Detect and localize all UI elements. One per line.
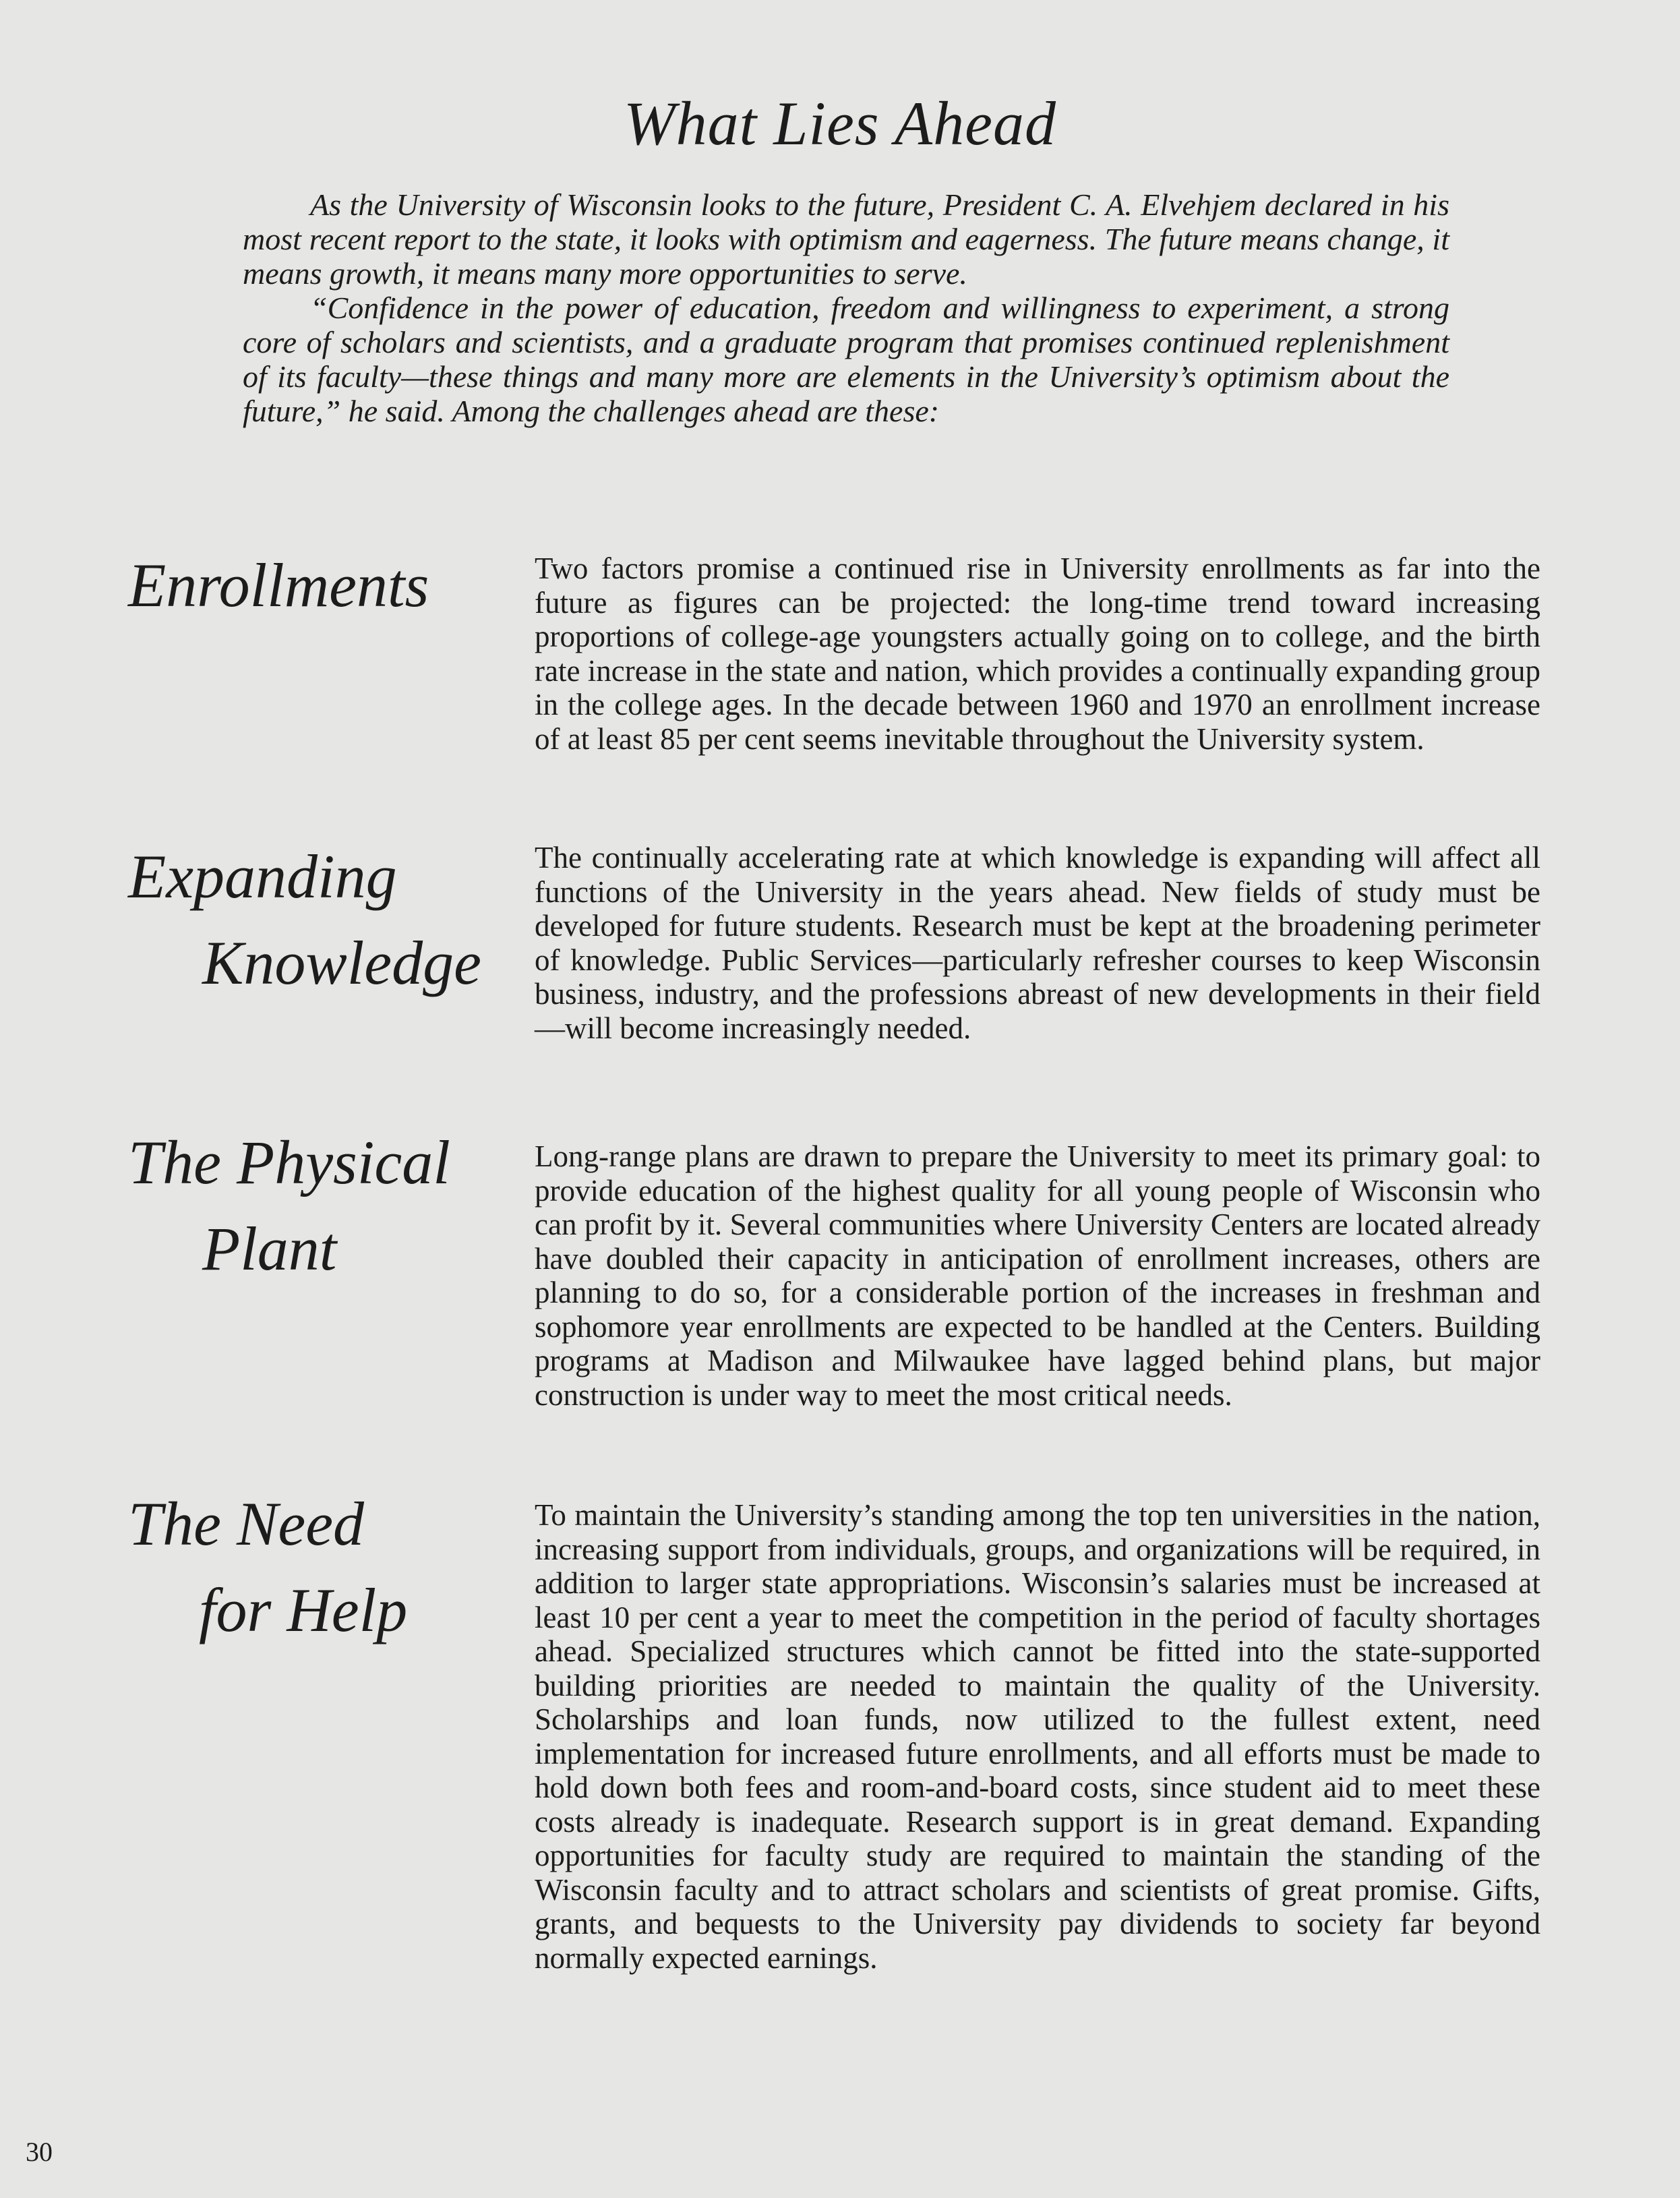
section-heading-line: Expanding xyxy=(128,842,397,911)
section-body-physical-plant: Long-range plans are drawn to prepare the University to meet its primary goal: to provide education of the highest quality for all young people of Wisconsin who can profit by it. Several communities where University Centers are located already have doubled their capacity in anticipation of enrollment increases, others are planning to do so, for a considerable portion of the increases in freshman and sophomore year enrollments are expected to be handled at the Centers. Building programs at Madison and Milwaukee have lagged behind plans, but major construction is under way to meet the most critical needs. xyxy=(535,1139,1540,1412)
section-body-enrollments: Two factors promise a continued rise in University enrollments as far into the future as figures can be projected: the long-time trend toward increasing proportions of college-age youngsters actually going on to college, and the birth rate increase in the state and nation, which provides a continually expanding group in the college ages. In the decade between 1960 and 1970 an enrollment increase of at least 85 per cent seems inevitable throughout the University system. xyxy=(535,552,1540,756)
section-heading-physical-plant xyxy=(128,1119,450,1292)
section-heading-line: Knowledge xyxy=(202,928,481,997)
section-heading-line: Plant xyxy=(202,1214,337,1283)
page-number: 30 xyxy=(26,2137,53,2167)
section-heading-line: The Need xyxy=(128,1489,365,1558)
section-heading-expanding-knowledge xyxy=(128,833,481,1006)
section-heading-need-for-help xyxy=(128,1481,407,1653)
intro-text xyxy=(243,187,1449,428)
section-heading-line: The Physical xyxy=(128,1128,450,1197)
intro-paragraph: As the University of Wisconsin looks to the future, President C. A. Elvehjem declared in his most recent report to the state, it looks with optimism and eagerness. The future means change, it means growth, it means many more opportunities to serve. xyxy=(243,187,1449,291)
section-heading-enrollments xyxy=(128,542,429,628)
section-body-need-for-help: To maintain the University’s standing among the top ten universities in the nation, increasing support from individuals, groups, and organizations will be required, in addition to larger state appropriations. Wisconsin’s salaries must be increased at least 10 per cent a year to meet the competition in the period of faculty shortages ahead. Specialized structures which cannot be fitted into the state-supported building priorities are needed to maintain the quality of the University. Scholarships and loan funds, now utilized to the fullest extent, need implementation for increased future enrollments, and all efforts must be made to hold down both fees and room-and-board costs, since student aid to meet these costs already is inadequate. Research support is in great demand. Expanding opportunities for faculty study are required to maintain the standing of the Wisconsin faculty and to attract scholars and scientists of great promise. Gifts, grants, and bequests to the University pay dividends to society far beyond normally expected earnings. xyxy=(535,1498,1540,1975)
section-heading-line: for Help xyxy=(199,1576,408,1644)
section-body-expanding-knowledge: The continually accelerating rate at which knowledge is expanding will affect all functions of the University in the years ahead. New fields of study must be developed for future students. Research must be kept at the broadening perimeter of knowledge. Public Services—particularly refresher courses to keep Wisconsin business, industry, and the professions abreast of new developments in their field—will become increasingly needed. xyxy=(535,841,1540,1045)
section-heading-line: Enrollments xyxy=(128,551,429,620)
intro-quote-paragraph: “Confidence in the power of education, freedom and willingness to experiment, a strong core of scholars and scientists, and a graduate program that promises continued replenishment of its faculty—these things and many more are elements in the University’s optimism about the future,” he said. Among the challenges ahead are these: xyxy=(243,291,1449,428)
page-title: What Lies Ahead xyxy=(624,89,1056,158)
